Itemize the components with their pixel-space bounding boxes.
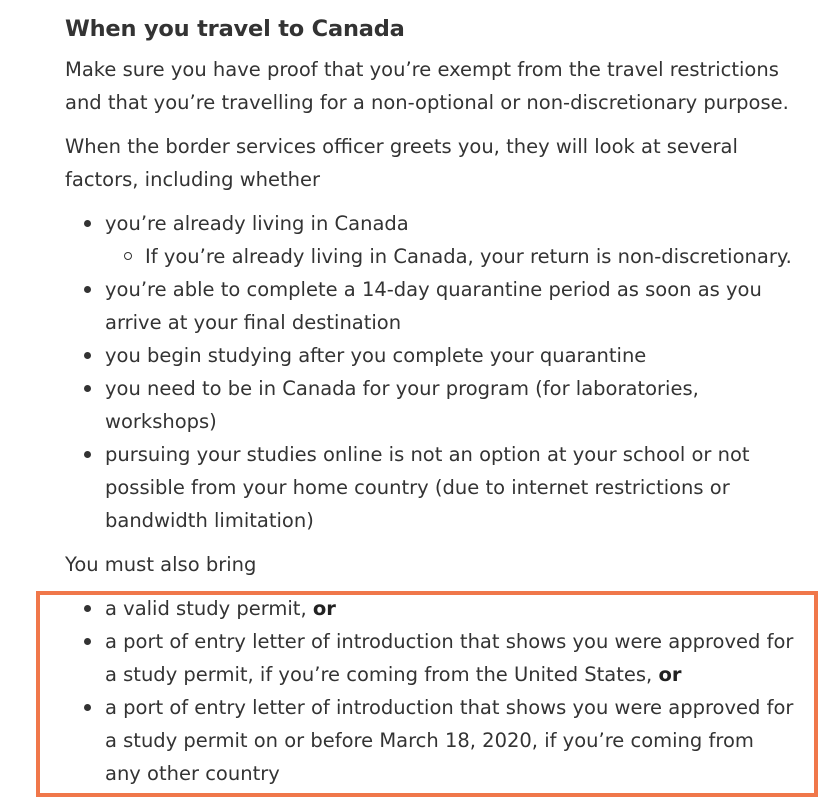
list-item bbox=[65, 207, 795, 273]
list-item bbox=[65, 372, 795, 438]
factor-text: you’re already living in Canada bbox=[105, 212, 409, 235]
factor-text: you begin studying after you complete your quarantine bbox=[105, 344, 647, 367]
list-item bbox=[65, 438, 795, 537]
section-heading: When you travel to Canada bbox=[65, 16, 405, 42]
or-emphasis: or bbox=[312, 597, 336, 620]
bring-intro: You must also bring bbox=[65, 553, 257, 576]
highlight-box bbox=[36, 591, 818, 797]
or-emphasis: or bbox=[658, 663, 682, 686]
officer-paragraph: When the border services officer greets you, they will look at several factors, including whether bbox=[65, 135, 738, 191]
bring-text: a port of entry letter of introduction that shows you were approved for a study permit on or before March 18, 2020, if you’re coming from any other country bbox=[105, 696, 794, 785]
bring-text: a port of entry letter of introduction that shows you were approved for a study permit, if you’re coming from the United States, bbox=[105, 630, 794, 686]
bring-text: a valid study permit, bbox=[105, 597, 313, 620]
list-item bbox=[65, 273, 795, 339]
factors-list bbox=[65, 207, 795, 537]
factor-text: you need to be in Canada for your program (for laboratories, workshops) bbox=[105, 377, 699, 433]
intro-paragraph: Make sure you have proof that you’re exempt from the travel restrictions and that you’re travelling for a non-optional or non-discretionary purpose. bbox=[65, 58, 789, 114]
list-item bbox=[105, 240, 795, 273]
factor-text: you’re able to complete a 14-day quarantine period as soon as you arrive at your final destination bbox=[105, 278, 762, 334]
list-item bbox=[65, 339, 795, 372]
sub-list bbox=[105, 240, 795, 273]
factor-text: pursuing your studies online is not an option at your school or not possible from your home country (due to internet restrictions or bandwidth limitation) bbox=[105, 443, 750, 532]
sub-factor-text: If you’re already living in Canada, your return is non-discretionary. bbox=[145, 245, 792, 268]
